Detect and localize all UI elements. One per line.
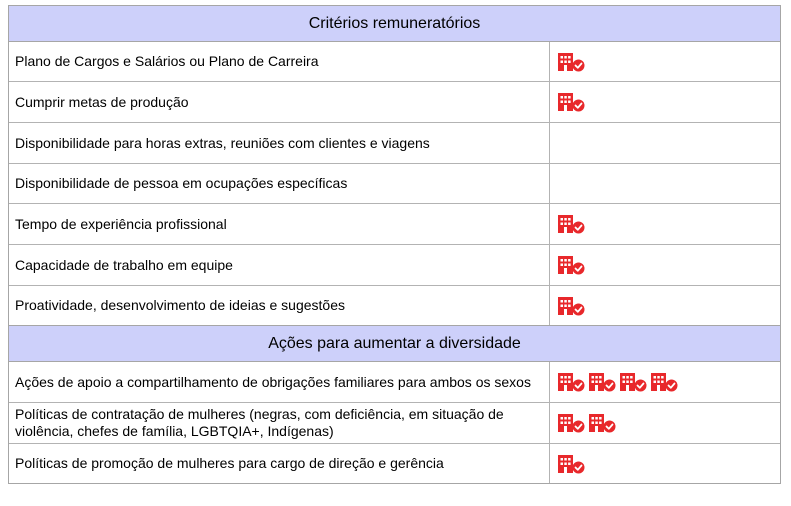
row-label: Disponibilidade para horas extras, reuniões com clientes e viagens [9, 123, 550, 163]
row-icons [550, 82, 780, 122]
company-check-icon [558, 296, 586, 316]
row-icons [550, 42, 780, 81]
row-icons [550, 123, 780, 163]
table-row [9, 245, 780, 286]
row-label: Ações de apoio a compartilhamento de obrigações familiares para ambos os sexos [9, 362, 550, 402]
row-label: Políticas de promoção de mulheres para cargo de direção e gerência [9, 444, 550, 483]
company-check-icon [589, 372, 617, 392]
section-header-remuneration [9, 6, 780, 42]
table-row [9, 204, 780, 245]
row-label: Tempo de experiência profissional [9, 204, 550, 244]
company-check-icon [620, 372, 648, 392]
company-check-icon [558, 255, 586, 275]
row-label: Cumprir metas de produção [9, 82, 550, 122]
table-row [9, 362, 780, 403]
section-title: Ações para aumentar a diversidade [268, 334, 521, 352]
company-check-icon [558, 413, 586, 433]
table-row [9, 82, 780, 123]
row-icons [550, 403, 780, 443]
company-check-icon [558, 454, 586, 474]
row-label: Plano de Cargos e Salários ou Plano de Carreira [9, 42, 550, 81]
row-icons [550, 164, 780, 203]
section-header-diversity [9, 326, 780, 362]
table-row [9, 286, 780, 326]
row-icons [550, 245, 780, 285]
company-check-icon [651, 372, 679, 392]
company-check-icon [558, 214, 586, 234]
row-icons [550, 286, 780, 325]
row-label: Proatividade, desenvolvimento de ideias e sugestões [9, 286, 550, 325]
company-check-icon [558, 52, 586, 72]
section-title: Critérios remuneratórios [308, 14, 481, 32]
row-label: Disponibilidade de pessoa em ocupações específicas [9, 164, 550, 203]
row-icons [550, 444, 780, 483]
company-check-icon [589, 413, 617, 433]
company-check-icon [558, 372, 586, 392]
table-row [9, 403, 780, 444]
row-label: Capacidade de trabalho em equipe [9, 245, 550, 285]
table-row [9, 164, 780, 204]
company-check-icon [558, 92, 586, 112]
row-icons [550, 204, 780, 244]
table-row [9, 42, 780, 82]
row-label: Políticas de contratação de mulheres (negras, com deficiência, em situação de violência, chefes de família, LGBTQIA+, Indígenas) [9, 403, 550, 443]
table-row [9, 444, 780, 483]
criteria-table [8, 5, 781, 484]
table-row [9, 123, 780, 164]
row-icons [550, 362, 780, 402]
